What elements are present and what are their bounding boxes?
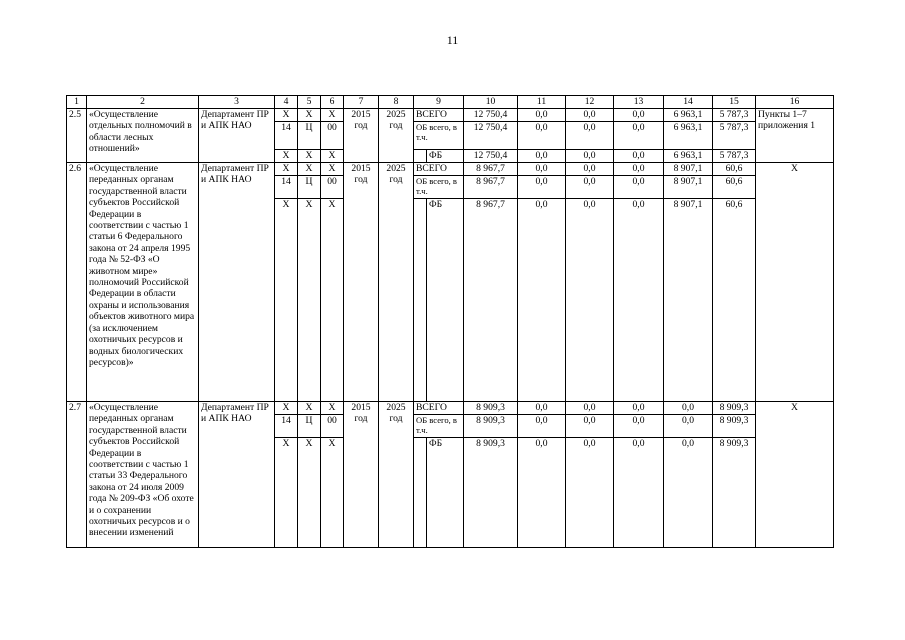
table-row — [67, 402, 834, 415]
code-cell: Х — [321, 438, 344, 548]
code-cell: Х — [321, 150, 344, 163]
value-cell: 0,0 — [518, 122, 566, 150]
code-cell: 00 — [321, 415, 344, 438]
value-cell: 0,0 — [614, 415, 664, 438]
value-cell: 6 963,1 — [664, 150, 713, 163]
header-cell: 3 — [199, 96, 275, 109]
value-cell: 8 907,1 — [664, 199, 713, 402]
value-cell: 5 787,3 — [713, 109, 756, 122]
value-cell: 6 963,1 — [664, 122, 713, 150]
value-cell: 8 909,3 — [713, 438, 756, 548]
funding-source: ОБ всего, в т.ч. — [414, 122, 464, 150]
funding-source: ФБ — [427, 150, 464, 163]
value-cell: 8 909,3 — [464, 438, 518, 548]
funding-source-blank — [414, 438, 427, 548]
header-cell: 1 — [67, 96, 87, 109]
value-cell: 6 963,1 — [664, 109, 713, 122]
funding-source-blank — [414, 199, 427, 402]
start-year: 2015 год — [344, 109, 379, 163]
code-cell: Х — [321, 109, 344, 122]
header-cell: 6 — [321, 96, 344, 109]
code-cell: Х — [321, 402, 344, 415]
code-cell: Х — [321, 163, 344, 176]
value-cell: 0,0 — [614, 402, 664, 415]
value-cell: 0,0 — [614, 438, 664, 548]
value-cell: 0,0 — [566, 176, 614, 199]
note-cell: Пункты 1–7 приложения 1 — [756, 109, 834, 163]
funding-source: ВСЕГО — [414, 163, 464, 176]
funding-source-blank — [414, 150, 427, 163]
table-row — [67, 163, 834, 176]
code-cell: Ц — [298, 415, 321, 438]
value-cell: 12 750,4 — [464, 109, 518, 122]
header-cell: 15 — [713, 96, 756, 109]
header-row — [67, 96, 834, 109]
funding-source: ВСЕГО — [414, 109, 464, 122]
code-cell: Х — [298, 438, 321, 548]
header-cell: 2 — [87, 96, 199, 109]
header-cell: 8 — [379, 96, 414, 109]
header-cell: 11 — [518, 96, 566, 109]
code-cell: Х — [298, 109, 321, 122]
value-cell: 8 967,7 — [464, 163, 518, 176]
header-cell: 14 — [664, 96, 713, 109]
funding-source: ОБ всего, в т.ч. — [414, 415, 464, 438]
value-cell: 8 909,3 — [464, 402, 518, 415]
code-cell: Х — [275, 163, 298, 176]
value-cell: 0,0 — [614, 122, 664, 150]
value-cell: 0,0 — [518, 415, 566, 438]
value-cell: 0,0 — [664, 438, 713, 548]
value-cell: 60,6 — [713, 176, 756, 199]
value-cell: 0,0 — [664, 415, 713, 438]
program-table — [66, 95, 834, 548]
value-cell: 8 967,7 — [464, 199, 518, 402]
code-cell: 00 — [321, 122, 344, 150]
end-year: 2025 год — [379, 163, 414, 402]
note-cell: Х — [756, 402, 834, 548]
end-year: 2025 год — [379, 109, 414, 163]
value-cell: 8 907,1 — [664, 163, 713, 176]
code-cell: Ц — [298, 176, 321, 199]
value-cell: 0,0 — [518, 176, 566, 199]
funding-source: ОБ всего, в т.ч. — [414, 176, 464, 199]
table-row — [67, 109, 834, 122]
code-cell: Х — [275, 109, 298, 122]
value-cell: 12 750,4 — [464, 122, 518, 150]
value-cell: 0,0 — [614, 109, 664, 122]
value-cell: 0,0 — [614, 199, 664, 402]
code-cell: Х — [275, 438, 298, 548]
funding-source: ФБ — [427, 438, 464, 548]
page-number: 11 — [446, 33, 459, 47]
code-cell: 14 — [275, 415, 298, 438]
executor: Департамент ПР и АПК НАО — [199, 109, 275, 163]
code-cell: Х — [298, 199, 321, 402]
header-cell: 10 — [464, 96, 518, 109]
header-cell: 16 — [756, 96, 834, 109]
activity-name: «Осуществление переданных органам государственной власти субъектов Российской Федерации в соответствии с частью 1 статьи 33 Федерального закона от 24 июля 2009 года № 209-ФЗ «Об охоте и о сохранении охотничьих ресурсов и о внесении изменений — [87, 402, 199, 548]
value-cell: 60,6 — [713, 163, 756, 176]
value-cell: 0,0 — [566, 150, 614, 163]
start-year: 2015 год — [344, 163, 379, 402]
value-cell: 0,0 — [518, 163, 566, 176]
funding-source: ФБ — [427, 199, 464, 402]
code-cell: Х — [275, 199, 298, 402]
executor: Департамент ПР и АПК НАО — [199, 163, 275, 402]
value-cell: 12 750,4 — [464, 150, 518, 163]
header-cell: 9 — [414, 96, 464, 109]
value-cell: 0,0 — [518, 150, 566, 163]
code-cell: 14 — [275, 176, 298, 199]
value-cell: 8 909,3 — [713, 415, 756, 438]
value-cell: 8 909,3 — [713, 402, 756, 415]
row-number: 2.6 — [67, 163, 87, 402]
start-year: 2015 год — [344, 402, 379, 548]
value-cell: 0,0 — [566, 415, 614, 438]
value-cell: 8 967,7 — [464, 176, 518, 199]
header-cell: 7 — [344, 96, 379, 109]
code-cell: Ц — [298, 122, 321, 150]
activity-name: «Осуществление переданных органам государственной власти субъектов Российской Федерации в соответствии с частью 1 статьи 6 Федерального закона от 24 апреля 1995 года № 52-ФЗ «О животном мире» полномочий Российской Федерации в области охраны и использования объектов животного мира (за исключением охотничьих ресурсов и водных биологических ресурсов)» — [87, 163, 199, 402]
value-cell: 0,0 — [518, 402, 566, 415]
header-cell: 12 — [566, 96, 614, 109]
header-cell: 13 — [614, 96, 664, 109]
funding-source: ВСЕГО — [414, 402, 464, 415]
end-year: 2025 год — [379, 402, 414, 548]
value-cell: 8 907,1 — [664, 176, 713, 199]
value-cell: 0,0 — [566, 109, 614, 122]
value-cell: 0,0 — [566, 199, 614, 402]
code-cell: Х — [298, 150, 321, 163]
value-cell: 0,0 — [566, 438, 614, 548]
code-cell: 14 — [275, 122, 298, 150]
value-cell: 0,0 — [518, 199, 566, 402]
value-cell: 5 787,3 — [713, 150, 756, 163]
value-cell: 0,0 — [614, 176, 664, 199]
row-number: 2.5 — [67, 109, 87, 163]
executor: Департамент ПР и АПК НАО — [199, 402, 275, 548]
code-cell: Х — [321, 199, 344, 402]
code-cell: 00 — [321, 176, 344, 199]
value-cell: 0,0 — [566, 163, 614, 176]
value-cell: 0,0 — [518, 109, 566, 122]
header-cell: 5 — [298, 96, 321, 109]
code-cell: Х — [298, 163, 321, 176]
value-cell: 60,6 — [713, 199, 756, 402]
value-cell: 0,0 — [614, 150, 664, 163]
code-cell: Х — [275, 402, 298, 415]
value-cell: 8 909,3 — [464, 415, 518, 438]
note-cell: Х — [756, 163, 834, 402]
code-cell: Х — [298, 402, 321, 415]
value-cell: 0,0 — [614, 163, 664, 176]
value-cell: 0,0 — [566, 402, 614, 415]
code-cell: Х — [275, 150, 298, 163]
row-number: 2.7 — [67, 402, 87, 548]
value-cell: 0,0 — [566, 122, 614, 150]
value-cell: 0,0 — [518, 438, 566, 548]
value-cell: 5 787,3 — [713, 122, 756, 150]
value-cell: 0,0 — [664, 402, 713, 415]
header-cell: 4 — [275, 96, 298, 109]
activity-name: «Осуществление отдельных полномочий в области лесных отношений» — [87, 109, 199, 163]
